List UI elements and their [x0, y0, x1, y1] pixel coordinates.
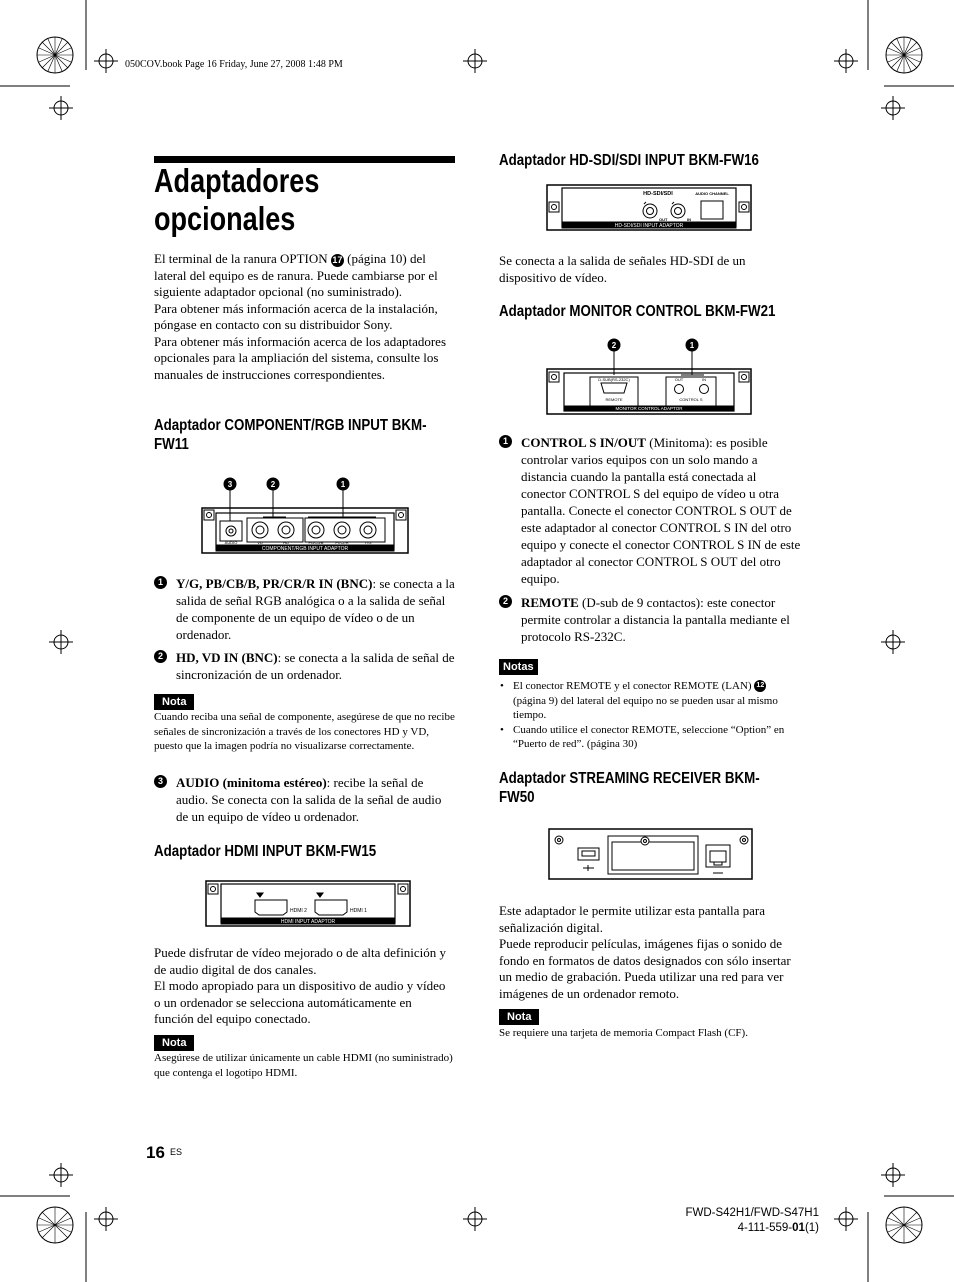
option-badge: 17: [332, 254, 343, 265]
fw21-notes-list: [500, 679, 800, 752]
page-title-line1: Adaptadores: [154, 162, 320, 199]
fw15-diagram: [205, 880, 411, 928]
fw11-port-vd: VD: [257, 540, 263, 545]
footer-code: [685, 1221, 819, 1236]
fw11-port-hd: HD: [283, 540, 289, 545]
fw21-item-2-num: 2: [499, 595, 512, 608]
fw11-note-text: Cuando reciba una señal de componente, asegúrese de que no recibe señales de sincronización a través de los conectores HD y VD, puesto que la imagen podría no visualizarse correctamente.: [154, 711, 455, 752]
fw15-note-label-wrap: [154, 1033, 194, 1051]
fw11-item-2-num: 2: [154, 650, 167, 663]
fw15-port-hdmi1: HDMI 1: [350, 908, 367, 914]
fw50-note-text: Se requiere una tarjeta de memoria Compact Flash (CF).: [499, 1027, 748, 1039]
fw21-notes-label: Notas: [499, 659, 538, 675]
fw11-item-3-text: : recibe la señal de audio. Se conecta con la salida de la señal de audio de un equipo de vídeo u ordenador.: [176, 775, 442, 824]
intro-paragraph-2: Para obtener más información acerca de la instalación, póngase en contacto con su distribuidor Sony.: [154, 300, 438, 332]
fw11-diagram: [200, 473, 410, 558]
fw21-item-2-bold: REMOTE: [521, 595, 579, 610]
fw21-item-1-text: (Minitoma): es posible controlar varios equipos con un solo mando a distancia cuando la pantalla está conectada al conector CONTROL S del equipo de vídeo u otra pantalla. Conecte el conector CONTROL S OUT de este adaptador al conector CONTROL S IN del otro equipo y conecte el conector CONTROL S IN de este adaptador al conector CONTROL S OUT del otro equipo.: [521, 435, 801, 586]
fw21-label-in: IN: [702, 377, 706, 382]
fw11-callout-3: 3: [227, 480, 233, 489]
fw11-item-1-num: 1: [154, 576, 167, 589]
fw11-item-2-text: : se conecta a la salida de señal de sincronización de un ordenador.: [176, 650, 455, 682]
fw16-port-out: OUT: [659, 217, 668, 222]
footer-model: FWD-S42H1/FWD-S47H1: [685, 1207, 819, 1219]
intro-p1-a: El terminal de la ranura OPTION: [154, 251, 331, 266]
fw11-heading: Adaptador COMPONENT/RGB INPUT BKM-FW11: [154, 417, 427, 453]
fw16-paragraph-1: Se conecta a la salida de señales HD-SDI de un dispositivo de vídeo.: [499, 253, 746, 285]
fw21-label-dsub: D-SUB(RS-232C): [598, 377, 630, 382]
fw11-item-1-bold: Y/G, PB/CB/B, PR/CR/R IN (BNC): [176, 576, 373, 591]
fw21-label-control-s: CONTROL S: [679, 397, 703, 402]
fw11-note-label: Nota: [154, 694, 194, 710]
fw21-callout-1: 1: [689, 341, 695, 350]
remote-lan-badge: 12: [754, 680, 766, 692]
fw21-callout-2: 2: [611, 341, 617, 350]
fw21-item-1-bold: CONTROL S IN/OUT: [521, 435, 646, 450]
fw21-note-1-b: (página 9) del lateral del equipo no se pueden usar al mismo tiempo.: [513, 694, 778, 721]
fw11-item-3: [154, 774, 456, 825]
fw21-note-2: • Cuando utilice el conector REMOTE, seleccione “Option” en “Puerto de red”. (página 30): [500, 723, 800, 752]
page-title: [154, 162, 416, 238]
footer-code-a: 4-111-559-: [737, 1222, 793, 1234]
fw50-note-label: Nota: [499, 1009, 539, 1025]
fw11-item-2-bold: HD, VD IN (BNC): [176, 650, 278, 665]
fw21-label-remote: REMOTE: [605, 397, 623, 402]
fw21-notes-label-wrap: [499, 657, 538, 675]
fw21-item-2: [499, 594, 801, 645]
intro-text: [154, 251, 454, 383]
fw15-note-text: Asegúrese de utilizar únicamente un cable HDMI (no suministrado) que contenga el logotipo HDMI.: [154, 1052, 453, 1079]
fw11-callout-1: 1: [340, 480, 346, 489]
fw15-paragraph-1: Puede disfrutar de vídeo mejorado o de alta definición y de audio digital de dos canales.: [154, 945, 447, 977]
fw16-caption: HD-SDI/SDI INPUT ADAPTOR: [614, 223, 684, 229]
fw21-item-1-num: 1: [499, 435, 512, 448]
intro-paragraph-1: [154, 251, 454, 301]
fw21-note-1-a: El conector REMOTE y el conector REMOTE (LAN): [513, 680, 755, 692]
fw11-item-1-text: : se conecta a la salida de señal RGB analógica o a la salida de señal de componente de un equipo de vídeo o de un ordenador.: [176, 576, 455, 642]
fw11-item-3-num: 3: [154, 775, 167, 788]
footer: [685, 1206, 819, 1236]
fw15-note-label: Nota: [154, 1035, 194, 1051]
fw21-item-2-text: (D-sub de 9 contactos): este conector permite controlar a distancia la pantalla mediante el protocolo RS-232C.: [521, 595, 790, 644]
fw21-heading: Adaptador MONITOR CONTROL BKM-FW21: [499, 303, 776, 320]
fw15-port-hdmi2: HDMI 2: [290, 908, 307, 914]
fw11-item-1: [154, 575, 456, 643]
intro-p1-b: (página 10) del lateral del equipo es de ranura. Puede cambiarse por el siguiente adaptador opcional (no suministrado).: [154, 251, 438, 299]
fw21-label-out: OUT: [674, 377, 684, 382]
fw16-diagram: [546, 184, 752, 232]
intro-paragraph-3: Para obtener más información acerca de los adaptadores opcionales para la ampliación del sistema, consulte los manuales de instrucciones correspondientes.: [154, 333, 447, 382]
fw21-diagram: [546, 337, 752, 415]
fw11-port-yg: Y/G: [364, 540, 372, 545]
fw11-callout-2: 2: [270, 480, 276, 489]
fw16-audio-label: AUDIO CHANNEL: [695, 191, 729, 196]
fw15-heading: Adaptador HDMI INPUT BKM-FW15: [154, 843, 377, 860]
fw11-port-pr: Pr/Cr/R: [335, 540, 349, 545]
fw50-diagram: [548, 828, 754, 881]
fw50-paragraph-2: Puede reproducir películas, imágenes fijas o sonido de fondo en formatos de datos designados con sólo insertar un medio de grabación. Pueda utilizar una red para ver imágenes de un ordenador remoto.: [499, 936, 791, 1001]
footer-code-c: (1): [804, 1222, 819, 1234]
fw16-top-label: HD-SDI/SDI: [643, 191, 673, 197]
footer-code-b: 01: [792, 1222, 805, 1234]
page-number: 16: [146, 1143, 165, 1162]
fw11-note-label-wrap: [154, 692, 194, 710]
fw50-heading: Adaptador STREAMING RECEIVER BKM-FW50: [499, 770, 760, 806]
fw50-paragraph-1: Este adaptador le permite utilizar esta pantalla para señalización digital.: [499, 903, 766, 935]
fw21-caption: MONITOR CONTROL ADAPTOR: [615, 406, 683, 411]
fw16-heading: Adaptador HD-SDI/SDI INPUT BKM-FW16: [499, 152, 759, 169]
fw11-port-pb: Pb/Cb/B: [308, 540, 324, 545]
fw11-item-2: [154, 649, 456, 683]
fw50-note-label-wrap: [499, 1007, 539, 1025]
page-title-line2: opcionales: [154, 200, 296, 237]
fw21-item-1: [499, 434, 801, 587]
fw16-port-in: IN: [687, 217, 691, 222]
fw11-item-3-bold: AUDIO (minitoma estéreo): [176, 775, 327, 790]
fw15-paragraph-2: El modo apropiado para un dispositivo de audio y vídeo o un ordenador se selecciona automáticamente en función del equipo conectado.: [154, 978, 446, 1026]
fw15-caption: HDMI INPUT ADAPTOR: [280, 919, 336, 925]
fw50-text: [499, 903, 801, 1002]
fw15-text: [154, 945, 454, 1028]
fw11-port-audio: AUDIO: [224, 540, 238, 545]
page-language: ES: [170, 1147, 183, 1157]
book-header-line: 050COV.book Page 16 Friday, June 27, 2008 1:48 PM: [125, 59, 343, 70]
fw21-note-1: [500, 679, 800, 723]
fw11-caption: COMPONENT/RGB INPUT ADAPTOR: [261, 546, 349, 552]
